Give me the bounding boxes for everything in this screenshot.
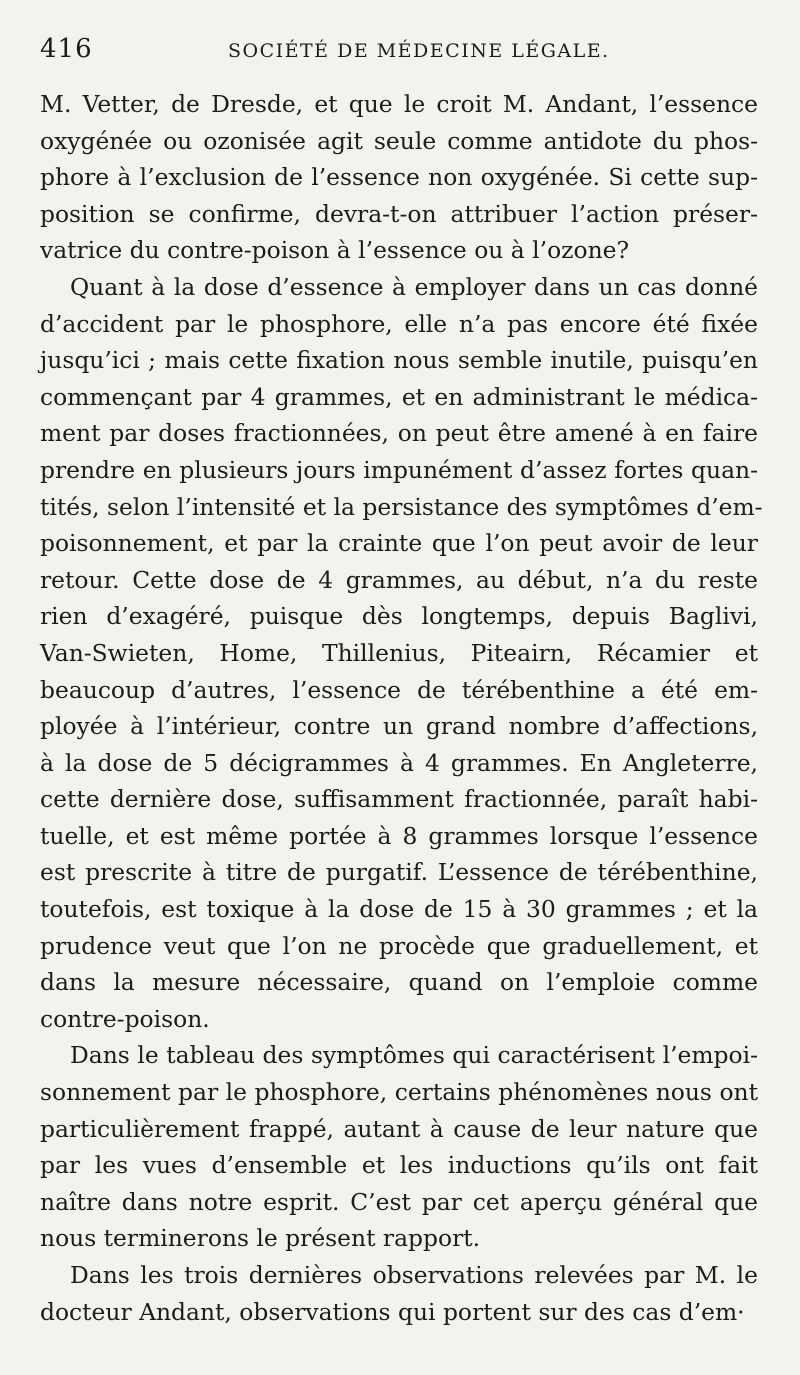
body-text [40,86,762,1330]
text-line: cette dernière dose, suffisamment fractionnée, paraît habi- [40,785,758,814]
text-line: docteur Andant, observations qui portent sur des cas d’em· [40,1297,745,1326]
paragraph [40,1037,762,1257]
text-line: oxygénée ou ozonisée agit seule comme antidote du phos- [40,126,758,155]
text-line: à la dose de 5 décigrammes à 4 grammes. En Angleterre, [40,748,758,777]
text-line: commençant par 4 grammes, et en administrant le médica- [40,382,758,411]
text-line: Dans les trois dernières observations relevées par M. le [70,1261,758,1289]
text-line: rien d’exagéré, puisque dès longtemps, depuis Baglivi, [40,602,758,631]
text-line: ment par doses fractionnées, on peut être amené à en faire [40,419,758,448]
text-line: jusqu’ici ; mais cette fixation nous semble inutile, puisqu’en [40,346,758,375]
paragraph [40,86,762,269]
text-line: dans la mesure nécessaire, quand on l’emploie comme [40,968,758,997]
text-line: prendre en plusieurs jours impunément d’assez fortes quan- [40,455,758,484]
running-head [40,34,762,74]
text-line: nous terminerons le présent rapport. [40,1224,481,1253]
text-line: prudence veut que l’on ne procède que graduellement, et [40,931,758,960]
text-line: Quant à la dose d’essence à employer dans un cas donné [70,272,758,301]
text-line: poisonnement, et par la crainte que l’on peut avoir de leur [40,529,758,558]
text-line: toutefois, est toxique à la dose de 15 à 30 grammes ; et la [40,895,758,924]
text-line: M. Vetter, de Dresde, et que le croit M. Andant, l’essence [40,90,758,118]
text-line: particulièrement frappé, autant à cause de leur nature que [40,1114,758,1143]
text-line: naître dans notre esprit. C’est par cet aperçu général que [40,1187,758,1216]
text-line: tuelle, et est même portée à 8 grammes lorsque l’essence [40,821,758,850]
text-line: d’accident par le phosphore, elle n’a pas encore été fixée [40,309,758,338]
text-line: beaucoup d’autres, l’essence de térébenthine a été em- [40,675,758,704]
text-line: vatrice du contre-poison à l’essence ou à l’ozone? [40,236,630,265]
text-line: tités, selon l’intensité et la persistance des symptômes d’em- [40,492,763,521]
text-line: ployée à l’intérieur, contre un grand nombre d’affections, [40,712,758,741]
text-line: position se confirme, devra-t-on attribuer l’action préser- [40,199,758,228]
text-line: Dans le tableau des symptômes qui caractérisent l’empoi- [70,1041,758,1070]
text-line: Van-Swieten, Home, Thillenius, Piteairn, Récamier et [40,638,758,667]
text-line: sonnement par le phosphore, certains phénomènes nous ont [40,1078,758,1107]
text-line: par les vues d’ensemble et les inductions qu’ils ont fait [40,1151,758,1180]
text-line: phore à l’exclusion de l’essence non oxygénée. Si cette sup- [40,163,758,192]
paragraph [40,1257,762,1330]
text-line: retour. Cette dose de 4 grammes, au début, n’a du reste [40,565,758,594]
paragraph [40,269,762,1037]
text-line: est prescrite à titre de purgatif. L’essence de térébenthine, [40,858,758,887]
text-line: contre-poison. [40,1004,210,1033]
running-title: SOCIÉTÉ DE MÉDECINE LÉGALE. [228,40,610,62]
page-number: 416 [40,34,93,64]
